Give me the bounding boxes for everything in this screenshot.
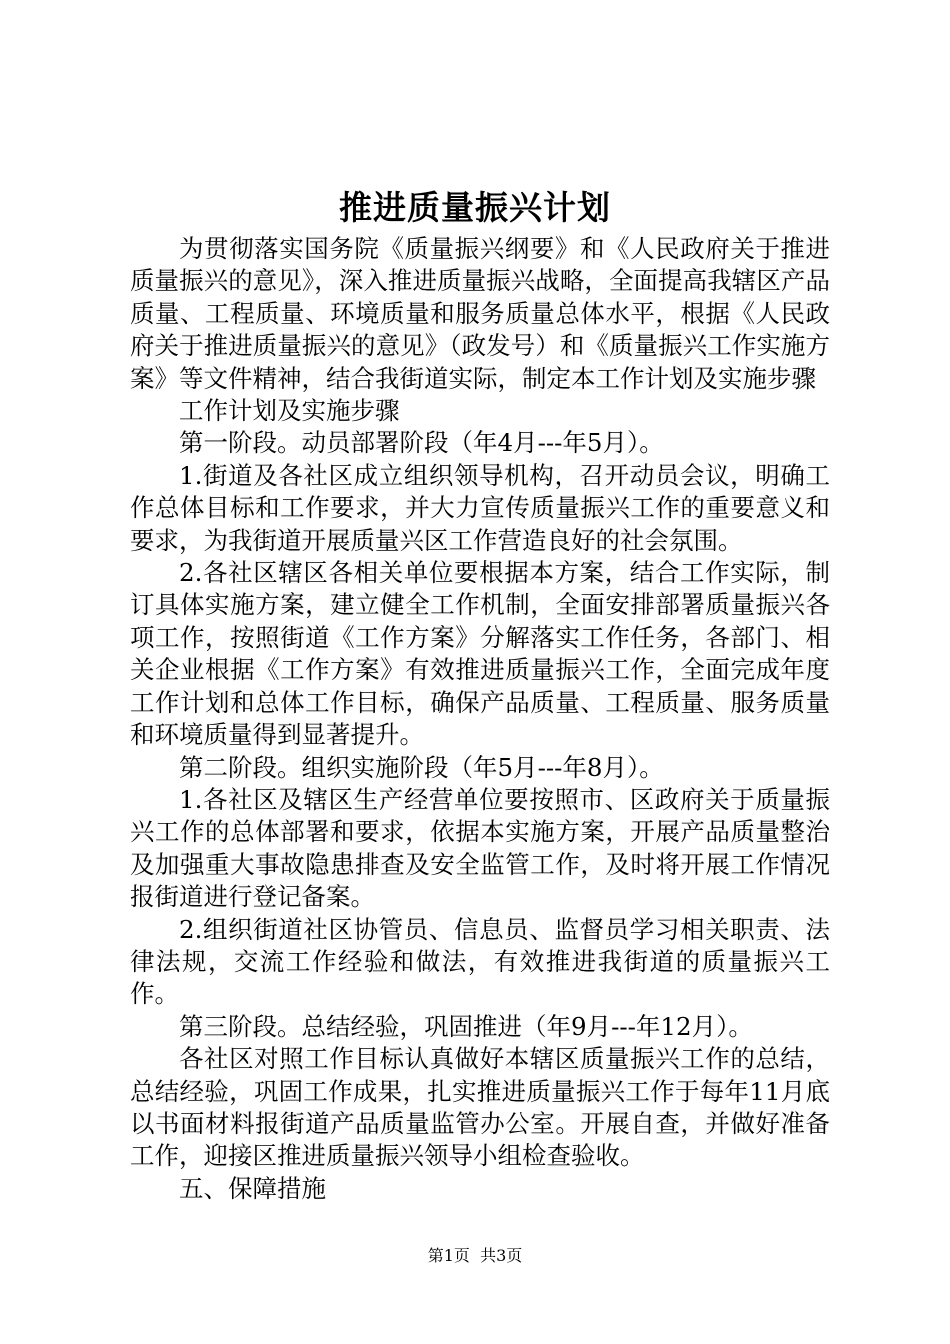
phase-two-item-2: 2.组织街道社区协管员、信息员、监督员学习相关职责、法律法规，交流工作经验和做法，有效推进我街道的质量振兴工作。 bbox=[130, 914, 830, 1009]
page-footer bbox=[0, 1244, 950, 1268]
section-heading-measures: 五、保障措施 bbox=[179, 1173, 326, 1203]
phase-two-heading: 第二阶段。组织实施阶段（年5月---年8月）。 bbox=[179, 752, 664, 782]
section-heading-plan: 工作计划及实施步骤 bbox=[179, 396, 400, 426]
phase-three-heading: 第三阶段。总结经验，巩固推进（年9月---年12月）。 bbox=[179, 1011, 753, 1041]
phase-three-paragraph: 各社区对照工作目标认真做好本辖区质量振兴工作的总结，总结经验，巩固工作成果，扎实推进质量振兴工作于每年11月底以书面材料报街道产品质量监管办公室。开展自查，并做好准备工作，迎接区推进质量振兴领导小组检查验收。 bbox=[130, 1044, 830, 1171]
page-total: 共3页 bbox=[480, 1246, 523, 1265]
page-number: 第1页 bbox=[427, 1246, 470, 1265]
phase-one-heading: 第一阶段。动员部署阶段（年4月---年5月）。 bbox=[179, 428, 664, 458]
phase-one-item-2: 2.各社区辖区各相关单位要根据本方案，结合工作实际，制订具体实施方案，建立健全工作机制，全面安排部署质量振兴各项工作，按照街道《工作方案》分解落实工作任务，各部门、相关企业根据《工作方案》有效推进质量振兴工作，全面完成年度工作计划和总体工作目标，确保产品质量、工程质量、服务质量和环境质量得到显著提升。 bbox=[130, 558, 830, 750]
intro-paragraph: 为贯彻落实国务院《质量振兴纲要》和《人民政府关于推进质量振兴的意见》，深入推进质量振兴战略，全面提高我辖区产品质量、工程质量、环境质量和服务质量总体水平，根据《人民政府关于推进质量振兴的意见》（政发号）和《质量振兴工作实施方案》等文件精神，结合我街道实际，制定本工作计划及实施步骤 bbox=[130, 234, 830, 393]
phase-two-item-1: 1.各社区及辖区生产经营单位要按照市、区政府关于质量振兴工作的总体部署和要求，依据本实施方案，开展产品质量整治及加强重大事故隐患排查及安全监管工作，及时将开展工作情况报街道进行登记备案。 bbox=[130, 784, 830, 912]
phase-one-item-1: 1.街道及各社区成立组织领导机构，召开动员会议，明确工作总体目标和工作要求，并大力宣传质量振兴工作的重要意义和要求，为我街道开展质量兴区工作营造良好的社会氛围。 bbox=[130, 460, 830, 555]
document-title: 推进质量振兴计划 bbox=[339, 188, 611, 227]
document-body bbox=[130, 233, 830, 1205]
